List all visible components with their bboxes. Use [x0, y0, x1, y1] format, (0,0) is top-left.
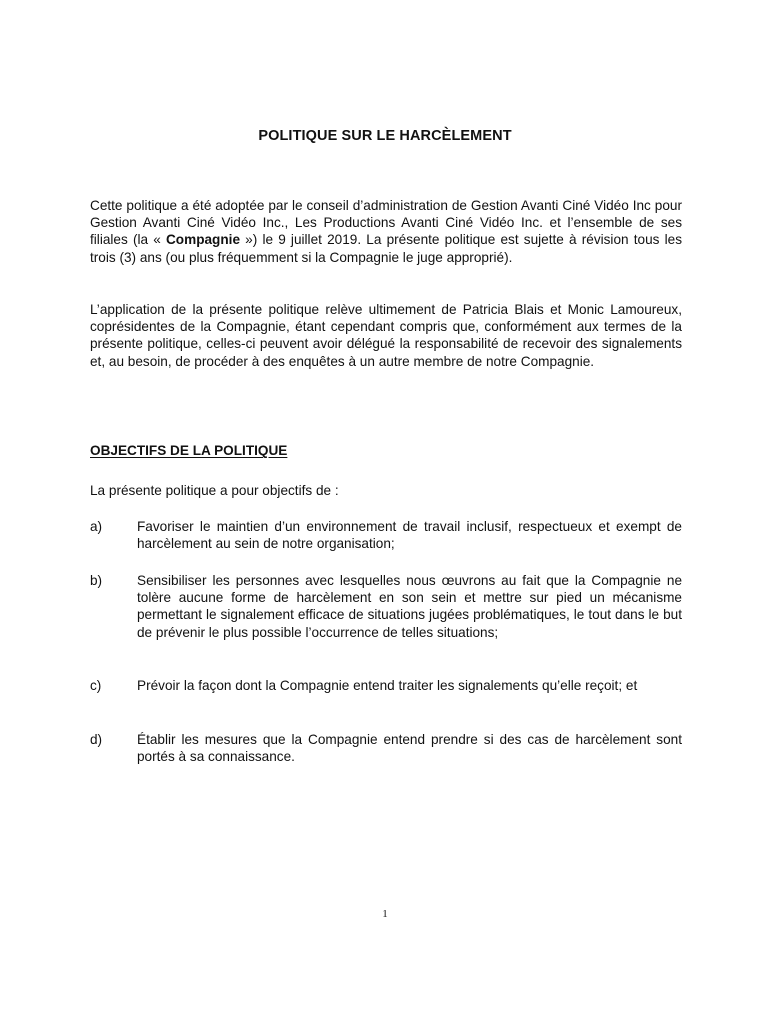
company-term: Compagnie: [165, 232, 240, 248]
page-number: 1: [382, 908, 388, 920]
adoption-paragraph: [90, 197, 682, 266]
objective-text: Favoriser le maintien d’un environnement de travail inclusif, respectueux et exempt de harcèlement au sein de notre organisation;: [137, 519, 682, 552]
objective-text: Prévoir la façon dont la Compagnie entend traiter les signalements qu’elle reçoit; et: [137, 678, 638, 693]
objectives-intro: La présente politique a pour objectifs de :: [90, 483, 339, 498]
document-title: POLITIQUE SUR LE HARCÈLEMENT: [258, 128, 512, 144]
objective-marker: c): [90, 678, 102, 693]
objective-marker: a): [90, 519, 103, 534]
adoption-text-start: Cette politique a été adoptée par le conseil d’administration de Gestion Avanti Ciné Vidéo Inc pour Gestion Avanti Ciné Vidéo Inc., Les Productions Avanti Ciné Vidéo Inc. et l’ensemble de ses filiales (la «: [90, 198, 682, 248]
section-heading-objectives: OBJECTIFS DE LA POLITIQUE: [90, 443, 288, 458]
objective-text: Sensibiliser les personnes avec lesquelles nous œuvrons au fait que la Compagnie ne tolère aucune forme de harcèlement en son sein et mettre sur pied un mécanisme permettant le signalement efficace de situations jugées problématiques, le tout dans le but de prévenir le plus possible l’occurrence de telles situations;: [137, 573, 682, 640]
objective-marker: b): [90, 573, 103, 588]
application-paragraph: L’application de la présente politique relève ultimement de Patricia Blais et Monic Lamoureux, coprésidentes de la Compagnie, étant cependant compris que, conformément aux termes de la présente politique, celles-ci peuvent avoir délégué la responsabilité de recevoir des signalements et, au besoin, de procéder à des enquêtes à un autre membre de notre Compagnie.: [90, 302, 682, 369]
objective-marker: d): [90, 732, 103, 747]
objective-text: Établir les mesures que la Compagnie entend prendre si des cas de harcèlement sont portés à sa connaissance.: [137, 732, 682, 765]
adoption-text-end: ») le 9 juillet 2019. La présente politique est sujette à révision tous les trois (3) ans (ou plus fréquemment si la Compagnie le juge approprié).: [90, 232, 682, 265]
